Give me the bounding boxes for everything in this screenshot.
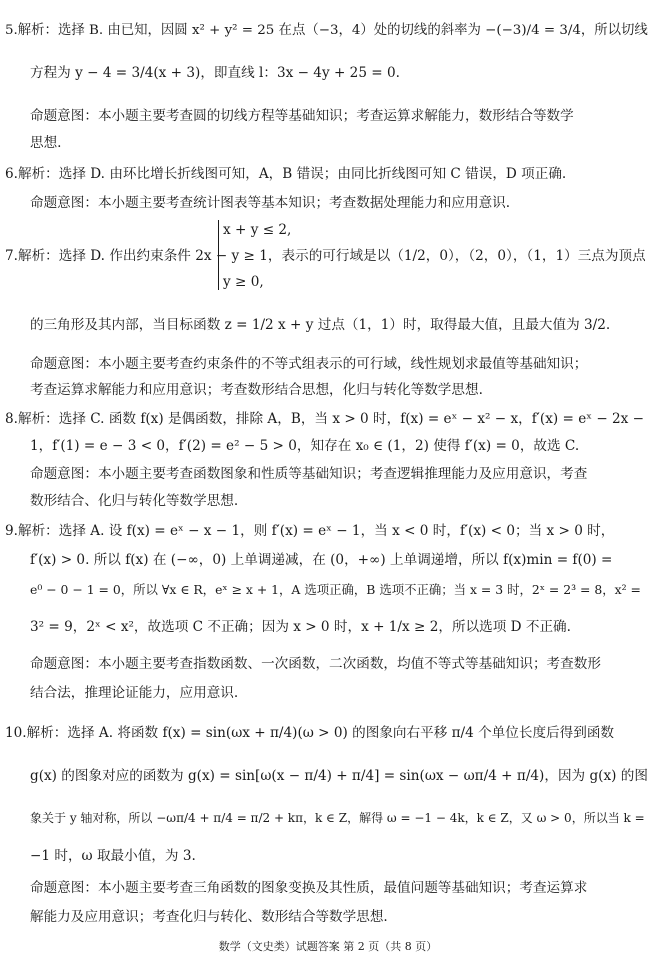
- text-line: 3² = 9，2ˣ < x²，故选项 C 不正确；因为 x > 0 时，x + 1/x ≥ 2，所以选项 D 不正确.: [30, 619, 571, 635]
- text-line: f′(x) > 0. 所以 f(x) 在 (−∞，0) 上单调递减，在 (0，+∞) 上单调递增，所以 f(x)min = f(0) =: [30, 552, 613, 568]
- text-line: 结合法，推理论证能力，应用意识.: [30, 685, 239, 701]
- text-line: g(x) 的图象对应的函数为 g(x) = sin[ω(x − π/4) + π/4] = sin(ωx − ωπ/4 + π/4)，因为 g(x) 的图: [30, 768, 648, 784]
- text-line: 6.解析：选择 D. 由环比增长折线图可知，A，B 错误；由同比折线图可知 C 错误，D 项正确.: [5, 166, 567, 182]
- text-line: 的三角形及其内部，当目标函数 z = 1/2 x + y 过点（1，1）时，取得最大值，且最大值为 3/2.: [30, 317, 611, 333]
- text-line: 1，f′(1) = e − 3 < 0，f′(2) = e² − 5 > 0，知存在 x₀ ∈ (1，2) 使得 f′(x) = 0，故选 C.: [30, 438, 580, 454]
- text-line: y ≥ 0,: [223, 274, 264, 290]
- text-line: 命题意图：本小题主要考查函数图象和性质等基础知识；考查逻辑推理能力及应用意识，考查: [30, 466, 588, 482]
- text-line: x + y ≤ 2,: [223, 222, 292, 238]
- text-line: 9.解析：选择 A. 设 f(x) = eˣ − x − 1，则 f′(x) = eˣ − 1，当 x < 0 时，f′(x) < 0；当 x > 0 时，: [5, 523, 615, 539]
- text-line: 解能力及应用意识；考查化归与转化、数形结合等数学思想.: [30, 909, 388, 925]
- text-line: −1 时，ω 取最小值，为 3.: [30, 848, 196, 864]
- text-line: 命题意图：本小题主要考查三角函数的图象变换及其性质，最值问题等基础知识；考查运算求: [30, 880, 588, 896]
- text-line: 数形结合、化归与转化等数学思想.: [30, 493, 239, 509]
- text-line: 命题意图：本小题主要考查约束条件的不等式组表示的可行域，线性规划求最值等基础知识；: [30, 356, 588, 372]
- text-line: 方程为 y − 4 = 3/4(x + 3)，即直线 l：3x − 4y + 25 = 0.: [30, 65, 400, 81]
- text-line: 思想.: [30, 135, 62, 151]
- text-line: 命题意图：本小题主要考查圆的切线方程等基础知识；考查运算求解能力，数形结合等数学: [30, 108, 574, 124]
- text-line: 命题意图：本小题主要考查统计图表等基本知识；考查数据处理能力和应用意识.: [30, 195, 511, 211]
- text-line: 考查运算求解能力和应用意识；考查数形结合思想，化归与转化等数学思想.: [30, 382, 483, 398]
- text-line: 10.解析：选择 A. 将函数 f(x) = sin(ωx + π/4)(ω > 0) 的图象向右平移 π/4 个单位长度后得到函数: [5, 725, 615, 741]
- text-line: 命题意图：本小题主要考查指数函数、一次函数，二次函数，均值不等式等基础知识；考查数形: [30, 656, 601, 672]
- text-line: 8.解析：选择 C. 函数 f(x) 是偶函数，排除 A，B，当 x > 0 时，f(x) = eˣ − x² − x，f′(x) = eˣ − 2x −: [5, 411, 645, 427]
- text-line: 象关于 y 轴对称，所以 −ωπ/4 + π/4 = π/2 + kπ，k ∈ Z，解得 ω = −1 − 4k，k ∈ Z，又 ω > 0，所以当 k =: [30, 811, 645, 825]
- text-line: e⁰ − 0 − 1 = 0，所以 ∀x ∈ R，eˣ ≥ x + 1，A 选项正确，B 选项不正确；当 x = 3 时，2ˣ = 2³ = 8，x² =: [30, 582, 641, 597]
- text-line: 5.解析：选择 B. 由已知，因圆 x² + y² = 25 在点（−3，4）处的切线的斜率为 −(−3)/4 = 3/4，所以切线: [5, 23, 648, 38]
- text-line: 7.解析：选择 D. 作出约束条件 2x − y ≥ 1，表示的可行域是以（1/2，0），（2，0），（1，1）三点为顶点: [5, 248, 646, 264]
- page-footer: 数学（文史类）试题答案 第 2 页（共 8 页）: [218, 940, 438, 953]
